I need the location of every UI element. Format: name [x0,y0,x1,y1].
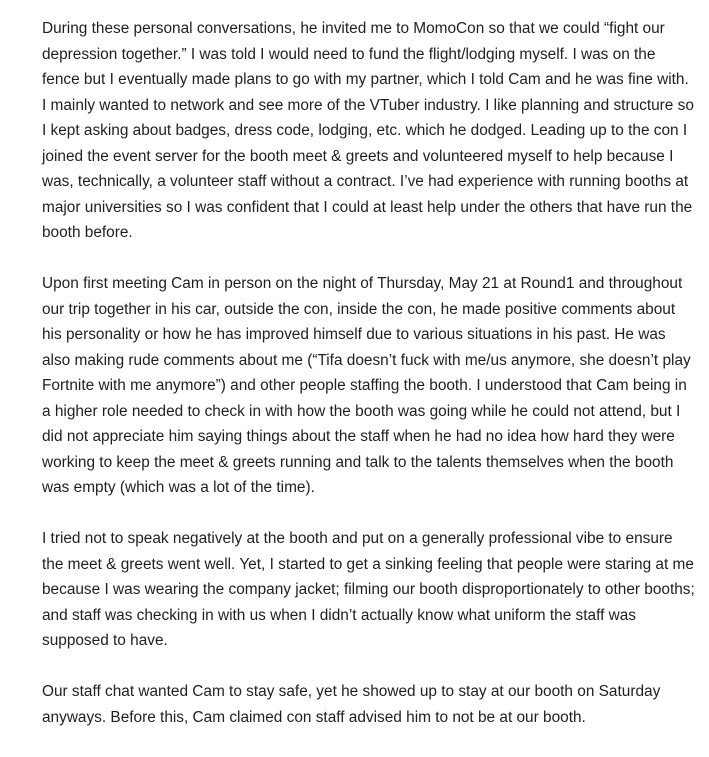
paragraph-2 [42,271,706,501]
text-line: major universities so I was confident that I could at least help under the others that have run the [42,198,693,216]
text-line: I kept asking about badges, dress code, lodging, etc. which he dodged. Leading up to the con I [42,122,688,139]
text-line: the meet & greets went well. Yet, I started to get a sinking feeling that people were staring at me [42,555,694,573]
paragraph-1 [42,16,706,246]
text-line: our trip together in his car, outside the con, inside the con, he made positive comments about [42,300,676,318]
text-line: a higher role needed to check in with how the booth was going while he could not attend, but I [42,402,681,420]
text-line: I tried not to speak negatively at the booth and put on a generally professional vibe to ensure [42,530,673,547]
paragraph-3 [42,526,706,654]
text-line: was, technically, a volunteer staff without a contract. I’ve had experience with running booths at [42,173,689,190]
text-line: joined the event server for the booth meet & greets and volunteered myself to help because I [42,147,674,165]
text-line: his personality or how he has improved himself due to various situations in his past. He was [42,326,666,343]
text-line: did not appreciate him saying things about the staff when he had no idea how hard they were [42,428,675,445]
text-line: fence but I eventually made plans to go with my partner, which I told Cam and he was fine with. [42,71,689,88]
text-line: Upon first meeting Cam in person on the night of Thursday, May 21 at Round1 and throughout [42,275,683,292]
text-line: anyways. Before this, Cam claimed con staff advised him to not be at our booth. [42,708,586,726]
text-line: supposed to have. [42,632,168,649]
text-line: During these personal conversations, he invited me to MomoCon so that we could “fight our [42,20,665,37]
text-line: working to keep the meet & greets running and talk to the talents themselves when the booth [42,453,674,471]
text-line: was empty (which was a lot of the time). [42,479,315,496]
text-line: Our staff chat wanted Cam to stay safe, yet he showed up to stay at our booth on Saturday [42,683,661,700]
text-line: and staff was checking in with us when I didn’t actually know what uniform the staff was [42,606,636,624]
text-line: depression together.” I was told I would need to fund the flight/lodging myself. I was on the [42,45,656,63]
text-line: Fortnite with me anymore”) and other people staffing the booth. I understood that Cam being in [42,377,687,394]
text-line: I mainly wanted to network and see more of the VTuber industry. I like planning and structure so [42,96,694,114]
paragraph-4 [42,679,706,730]
text-line: because I was wearing the company jacket; filming our booth disproportionately to other booths; [42,581,695,598]
document-body [42,16,706,756]
text-line: also making rude comments about me (“Tifa doesn’t fuck with me/us anymore, she doesn’t play [42,351,691,369]
text-line: booth before. [42,224,133,241]
